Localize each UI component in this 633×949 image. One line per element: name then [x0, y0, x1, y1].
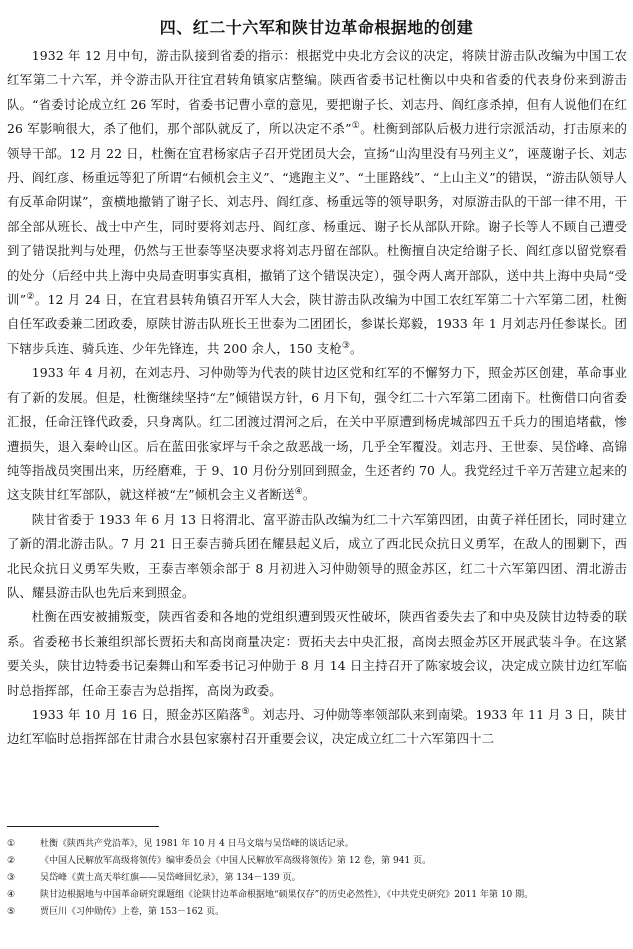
footnote-mark: ①: [7, 839, 16, 849]
footnote-text: 杜衡《陕西共产党沿革》，见 1981 年 10 月 4 日马文瑞与吴岱峰的谈话记录。: [40, 839, 354, 849]
footnote-1: [0, 836, 633, 853]
footnote-3: [0, 870, 633, 887]
footnote-divider: [7, 826, 159, 827]
paragraph-5: [7, 703, 627, 752]
paragraph-5-text-a: 1933 年 10 月 16 日，照金苏区陷落: [31, 706, 242, 722]
footnote-ref-3[interactable]: ③: [341, 340, 350, 351]
footnote-text: 吴岱峰《黄土高天举红旗——吴岱峰回忆录》，第 134－139 页。: [40, 873, 301, 883]
paragraph-3-text: 陕甘省委于 1933 年 6 月 13 日将渭北、富平游击队改编为红二十六军第四团，由黄子祥任团长，同时建立了新的渭北游击队。7 月 21 日王泰吉骑兵团在耀县起义后，成立了西北民众抗日义勇军，在敌人的围剿下，西北民众抗日义勇军失败，王泰吉率领余部于 8 月初进入习仲勋领导的照金苏区，红二十六军第四团、渭北游击队、耀县游击队也先后来到照金。: [7, 511, 627, 600]
paragraph-1-text-c: 。12 月 24 日，在宜君县转角镇召开军人大会，陕甘游击队改编为中国工农红军第二十六军第二团，杜衡自任军政委兼二团政委，原陕甘游击队班长王世泰为二团团长，参谋长郑毅，1933 年 1 月刘志丹任参谋长。团下辖步兵连、骑兵连、少年先锋连，共 200 余人，150 支枪: [7, 292, 627, 356]
footnote-4: [0, 887, 633, 904]
paragraph-2-text-b: 。: [302, 487, 316, 503]
footnote-mark: ②: [7, 856, 16, 866]
paragraph-1: [7, 44, 627, 361]
paragraph-5-text-b: 。刘志丹、习仲勋等率领部队来到南梁。1933 年 11 月 3 日，陕甘边红军临时总指挥部在甘肃合水县包家寨村召开重要会议，决定成立红二十六军第四十二: [7, 706, 627, 747]
paragraph-3: [7, 508, 627, 606]
paragraph-4-text: 杜衡在西安被捕叛变，陕西省委和各地的党组织遭到毁灭性破坏，陕西省委失去了和中央及陕甘边特委的联系。省委秘书长兼组织部长贾拓夫和高岗商量决定：贾拓夫去中央汇报，高岗去照金苏区开展武装斗争。在这紧要关头，陕甘边特委书记秦舞山和军委书记习仲勋于 8 月 14 日主持召开了陈家坡会议，决定成立陕甘边红军临时总指挥部，任命王泰吉为总指挥，高岗为政委。: [7, 609, 627, 698]
paragraph-4: [7, 605, 627, 703]
footnote-mark: ⑤: [7, 907, 16, 917]
footnote-mark: ④: [7, 890, 16, 900]
paragraph-2-text-a: 1933 年 4 月初，在刘志丹、习仲勋等为代表的陕甘边区党和红军的不懈努力下，照金苏区创建，革命事业有了新的发展。但是，杜衡继续坚持“左”倾错误方针，6 月下旬，强令红二十六军第二团南下。杜衡借口向省委汇报，任命汪锋代政委，只身离队。红二团渡过渭河之后，在关中平原遭到杨虎城部四五千兵力的围追堵截，惨遭损失，退入秦岭山区。后在蓝田张家坪与千余之敌恶战一场，几乎全军覆没。刘志丹、王世泰、吴岱峰、高锦纯等指战员突围出来，历经磨难，于 9、10 月份分别回到照金，生还者约 70 人。我党经过千辛万苦建立起来的这支陕甘红军部队，就这样被“左”倾机会主义者断送: [7, 365, 627, 503]
paragraph-1-text-d: 。: [349, 340, 363, 356]
paragraph-2: [7, 361, 627, 507]
footnote-list: [0, 836, 633, 921]
footnote-text: 陕甘边根据地与中国革命研究课题组《论陕甘边革命根据地“硕果仅存”的历史必然性》，《中共党史研究》2011 年第 10 期。: [40, 890, 534, 900]
footnote-text: 《中国人民解放军高级将领传》编审委员会《中国人民解放军高级将领传》第 12 卷，第 941 页。: [40, 856, 432, 866]
paragraph-1-text-a: 1932 年 12 月中旬，游击队接到省委的指示：根据党中央北方会议的决定，将陕甘游击队改编为中国工农红军第二十六军，并令游击队开往宜君转角镇家店整编。陕西省委书记杜衡以中央和省委的代表身份来到游击队。“省委讨论成立红 26 军时，省委书记曹小章的意见，要把谢子长、刘志丹、阎红彦杀掉，但有人说他们在红 26 军影响很大，杀了他们，那个部队就反了，所以决定不杀”: [7, 48, 627, 137]
section-heading: 四、红二十六军和陕甘边革命根据地的创建: [159, 17, 474, 37]
footnote-2: [0, 853, 633, 870]
footnote-mark: ③: [7, 873, 16, 883]
body-text: [7, 44, 627, 752]
footnote-ref-4[interactable]: ④: [294, 487, 303, 498]
footnote-5: [0, 904, 633, 921]
footnote-text: 贾巨川《习仲勋传》上卷，第 153－162 页。: [40, 907, 225, 917]
footnote-ref-2[interactable]: ②: [26, 291, 35, 302]
footnote-ref-5[interactable]: ⑤: [241, 706, 250, 717]
paragraph-1-text-b: 。杜衡到部队后极力进行宗派活动，打击原来的领导干部。12 月 22 日，杜衡在宜君杨家店子召开党团员大会，宣扬“山沟里没有马列主义”，诬蔑谢子长、刘志丹、阎红彦、杨重远等犯了所谓“右倾机会主义”、“逃跑主义”、“土匪路线”、“上山主义”的错误，“游击队领导人有反革命阴谋”，蛮横地撤销了谢子长、刘志丹、阎红彦、杨重远等的领导职务，对原游击队的干部一律不用，干部全部从班长、战士中产生，同时要将刘志丹、阎红彦、杨重远、谢子长从部队开除。谢子长等人不顾自己遭受到了错误批判与处理，仍然与王世泰等坚决要求将刘志丹留在部队。杜衡擅自决定给谢子长、阎红彦以留党察看的处分（后经中共上海中央局查明事实真相，撤销了这个错误决定），强令两人离开部队，送中共上海中央局“受训”: [7, 121, 627, 308]
footnote-ref-1[interactable]: ①: [351, 121, 361, 132]
